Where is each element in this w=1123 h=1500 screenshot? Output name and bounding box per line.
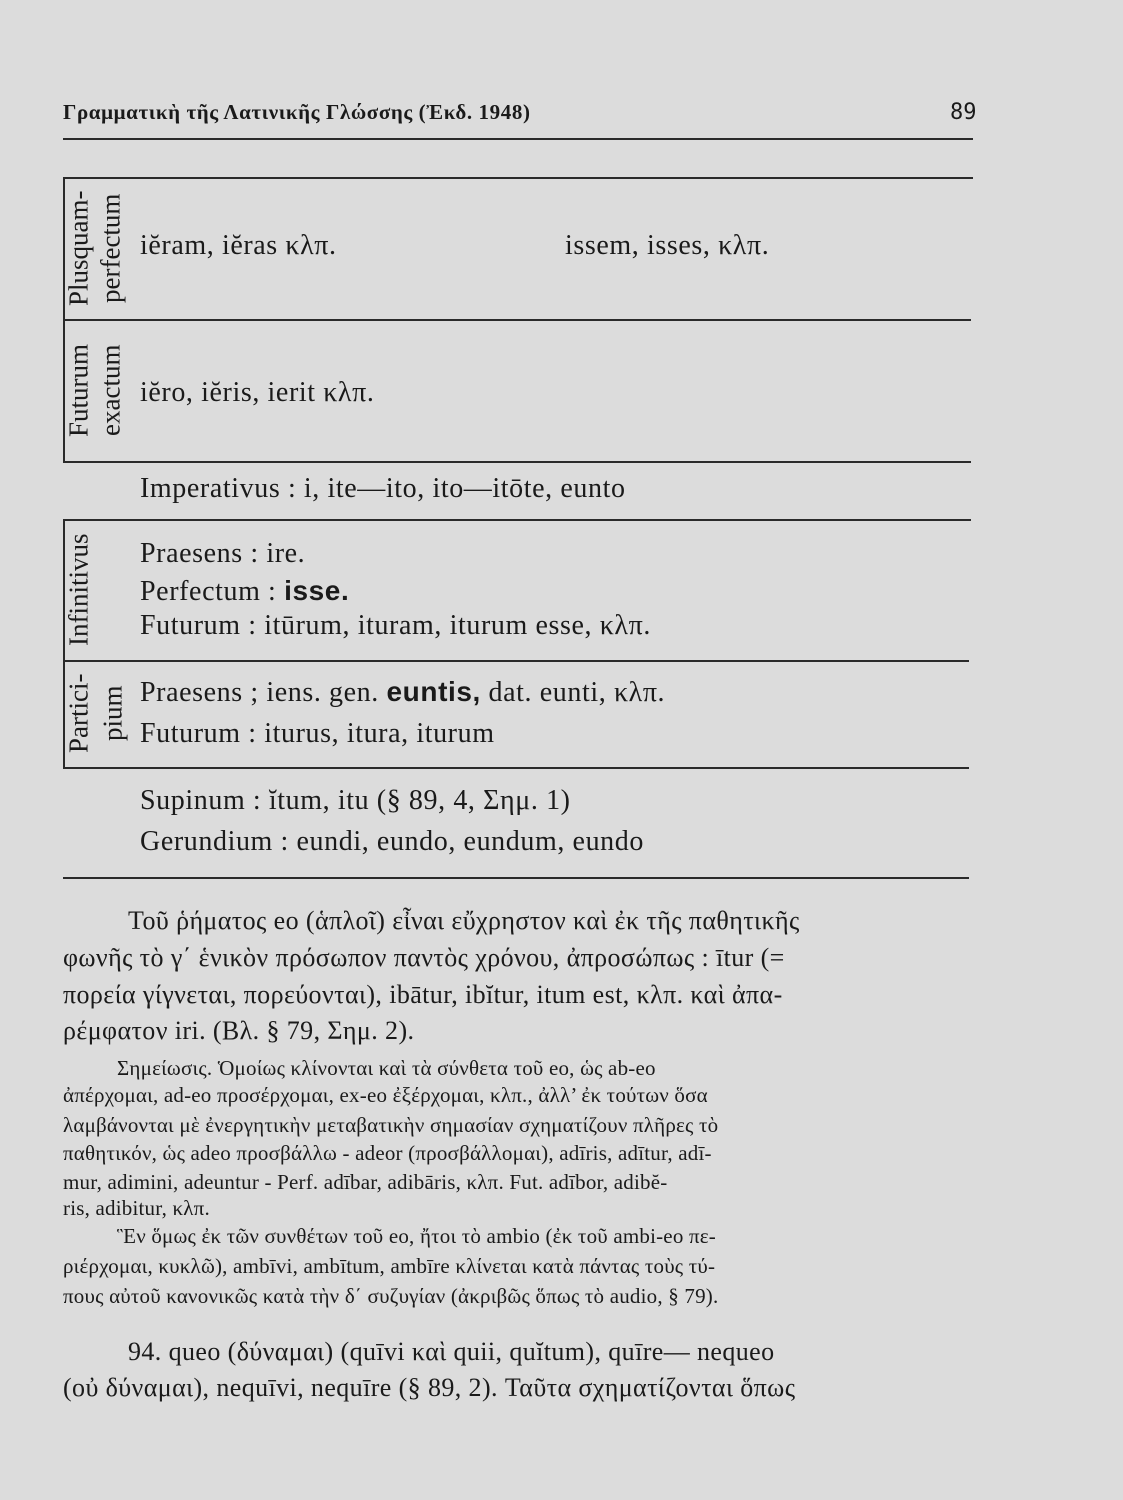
infinitivus-perfectum xyxy=(140,575,349,608)
plusquam-subjunctive: issem, isses, κλπ. xyxy=(565,230,770,261)
row-label-plusquam: Plusquam- xyxy=(63,190,94,306)
infinitivus-praesens: Praesens : ire. xyxy=(140,538,306,569)
participium-praesens-b: dat. eunti, κλπ. xyxy=(488,677,666,708)
note-line: λαμβάνονται μὲ ἐνεργητικὴν μεταβατικὴν σημασίαν σχηματίζουν πλῆρες τὸ xyxy=(63,1113,719,1137)
section-94-line: 94. queo (δύναμαι) (quīvi καὶ quii, quĭtum), quīre— nequeo xyxy=(128,1337,775,1366)
table-rule xyxy=(63,660,969,662)
imperativus-row: Imperativus : i, ite—ito, ito—itōte, eunto xyxy=(140,473,626,504)
page-number: 89 xyxy=(950,100,977,125)
note-line: ris, adibitur, κλπ. xyxy=(63,1196,210,1220)
paragraph-line: Τοῦ ῥήματος eo (ἁπλοῖ) εἶναι εὔχρηστον καὶ ἐκ τῆς παθητικῆς xyxy=(128,906,800,935)
table-rule-top xyxy=(63,177,973,179)
header-rule xyxy=(63,138,973,140)
running-header: Γραμματικὴ τῆς Λατινικῆς Γλώσσης (Ἐκδ. 1948) xyxy=(63,100,531,124)
table-rule xyxy=(63,319,971,321)
section-94-line: (οὐ δύναμαι), nequīvi, nequīre (§ 89, 2). Ταῦτα σχηματίζονται ὅπως xyxy=(63,1373,796,1402)
paragraph-line: ρέμφατον iri. (Βλ. § 79, Σημ. 2). xyxy=(63,1016,415,1045)
note-line: Ἓν ὅμως ἐκ τῶν συνθέτων τοῦ eo, ἤτοι τὸ ambio (ἐκ τοῦ ambi-eo πε- xyxy=(117,1224,716,1248)
table-rule-bottom xyxy=(63,877,969,879)
infinitivus-perfectum-label: Perfectum : xyxy=(140,576,277,607)
note-line: mur, adimini, adeuntur - Perf. adībar, adibāris, κλπ. Fut. adībor, adibĕ- xyxy=(63,1170,668,1194)
row-label-partici: Partici- xyxy=(63,673,94,754)
note-line: πους αὐτοῦ κανονικῶς κατὰ τὴν δ΄ συζυγίαν (ἀκριβῶς ὅπως τὸ audio, § 79). xyxy=(63,1284,719,1308)
infinitivus-futurum: Futurum : itūrum, ituram, iturum esse, κλπ. xyxy=(140,610,651,641)
table-rule xyxy=(63,519,971,521)
note-line: ἀπέρχομαι, ad-eo προσέρχομαι, ex-eo ἐξέρχομαι, κλπ., ἀλλ’ ἐκ τούτων ὅσα xyxy=(63,1083,708,1107)
row-label-infinitivus: Infinitivus xyxy=(63,533,94,646)
gerundium-row: Gerundium : eundi, eundo, eundum, eundo xyxy=(140,826,644,857)
participium-praesens xyxy=(140,676,665,709)
plusquam-indicative: iĕram, iĕras κλπ. xyxy=(140,230,337,261)
note-line: Σημείωσις. Ὁμοίως κλίνονται καὶ τὰ σύνθετα τοῦ eo, ὡς ab-eo xyxy=(117,1056,656,1080)
participium-praesens-bold: euntis, xyxy=(386,676,481,707)
paragraph-line: φωνῆς τὸ γ΄ ἑνικὸν πρόσωπον παντὸς χρόνου, ἀπροσώπως : ītur (= xyxy=(63,943,785,972)
table-rule xyxy=(63,461,971,463)
supinum-row: Supinum : ĭtum, itu (§ 89, 4, Σημ. 1) xyxy=(140,785,571,816)
participium-praesens-a: Praesens ; iens. gen. xyxy=(140,677,379,708)
row-label-perfectum: perfectum xyxy=(95,193,126,303)
futurum-exactum-indicative: iĕro, iĕris, ierit κλπ. xyxy=(140,377,375,408)
row-label-futurum: Futurum xyxy=(63,343,94,437)
row-label-pium: pium xyxy=(97,685,128,742)
participium-futurum: Futurum : iturus, itura, iturum xyxy=(140,718,495,749)
infinitivus-perfectum-value: isse. xyxy=(284,575,350,606)
paragraph-line: πορεία γίγνεται, πορεύονται), ibātur, ibĭtur, itum est, κλπ. καὶ ἀπα- xyxy=(63,980,783,1009)
note-line: ριέρχομαι, κυκλῶ), ambīvi, ambītum, ambīre κλίνεται κατὰ πάντας τοὺς τύ- xyxy=(63,1254,716,1278)
note-line: παθητικόν, ὡς adeo προσβάλλω - adeor (προσβάλλομαι), adīris, adītur, adī- xyxy=(63,1141,712,1165)
row-label-exactum: exactum xyxy=(95,344,126,436)
table-rule xyxy=(63,767,969,769)
